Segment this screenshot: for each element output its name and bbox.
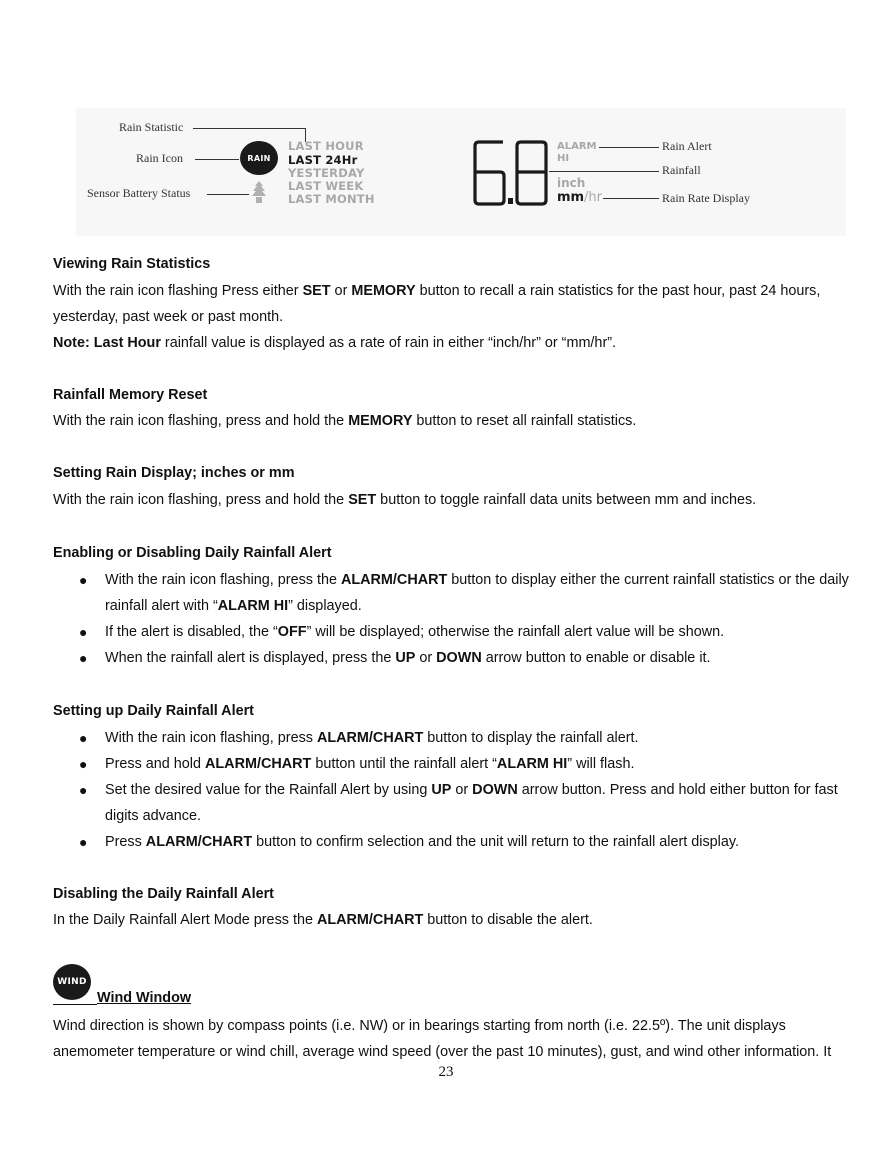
label-sensor-battery: Sensor Battery Status (87, 186, 191, 200)
heading-setting-rain-display: Setting Rain Display; inches or mm (53, 465, 295, 481)
paragraph-memory-reset: With the rain icon flashing, press and hold the MEMORY button to reset all rainfall statistics. (53, 413, 637, 429)
bullet-icon: ● (79, 834, 88, 850)
lcd-hi-label: HI (557, 153, 570, 164)
period-last-hour: LAST HOUR (288, 139, 364, 153)
label-rain-icon: Rain Icon (136, 151, 183, 165)
period-last-24hr: LAST 24Hr (288, 153, 358, 167)
paragraph-rain-display-units: With the rain icon flashing, press and hold the SET button to toggle rainfall data units between mm and inches. (53, 492, 757, 508)
sensor-battery-icon (250, 180, 268, 204)
leader-rain-alert (599, 147, 659, 148)
label-rain-rate-display: Rain Rate Display (662, 191, 750, 205)
leader-rain-statistic (193, 128, 305, 129)
leader-rainfall (549, 171, 659, 172)
manual-page: Rain Statistic Rain Icon Sensor Battery Status RAIN LAST HOUR LAST 24Hr YESTERDAY LAST WEEK LAST MONTH ALARM HI inch mm /hr Rain Alert Rainfall Rain Rate Display Viewing Rain Statistics With the rain icon flashing Press either SET or MEMORY button to recall a rain statistics for the past hour, past 24 hours, yesterday, past week or past month. Note: Last Hour rainfall value is displayed as a rate of rain in either “inch/hr” or “mm/hr”. Rainfall Memory Reset With the rain icon flashing, press and hold the MEMORY button to reset all rainfall statistics. Setting Rain Display; inches or mm With the rain icon flashing, press and hold the SET button to toggle rainfall data units between mm and inches. Enabling or Disabling Daily Rainfall Alert ● With the rain icon flashing, press the ALARM/CHART button to display either the current rainfall statistics or the daily rainfall alert with “ALARM HI” displayed. ● If the alert is disabled, the “OFF” will be displayed; otherwise the rainfall alert value will be shown. ● When the rainfall alert is displayed, press the UP or DOWN arrow button to enable or disable it. Setting up Daily Rainfall Alert ● With the rain icon flashing, press ALARM/CHART button to display the rainfall alert. ● Press and hold ALARM/CHART button until the rainfall alert “ALARM HI” will flash. ● Set the desired value for the Rainfall Alert by using UP or DOWN arrow button. Press and hold either button for fast digits advance. ● Press ALARM/CHART button to confirm selection and the unit will return to the rainfall alert display. Disabling the Daily Rainfall Alert In the Daily Rainfall Alert Mode press the ALARM/CHART button to disable the alert. WIND Wind Window Wind direction is shown by compass points (i.e. NW) or in bearings starting from north (i.e. 22.5º). The unit displays anemometer temperature or wind chill, average wind speed (over the past 10 minutes), gust, and wind other information. It 23 (0, 0, 892, 1155)
paragraph-viewing-line2: yesterday, past week or past month. (53, 309, 284, 325)
bullet-icon: ● (79, 730, 88, 746)
lcd-unit-mm: mm (557, 190, 585, 205)
label-rain-alert: Rain Alert (662, 139, 712, 153)
period-last-month: LAST MONTH (288, 192, 375, 206)
heading-wind-window: Wind Window (97, 990, 192, 1006)
label-rain-statistic: Rain Statistic (119, 120, 184, 134)
note-last-hour: Note: Last Hour rainfall value is displayed as a rate of rain in either “inch/hr” or “mm/hr”. (53, 335, 617, 351)
heading-viewing-rain-statistics: Viewing Rain Statistics (53, 256, 211, 272)
heading-enabling-disabling-alert: Enabling or Disabling Daily Rainfall Alert (53, 545, 332, 561)
lcd-rainfall-digits (470, 137, 550, 209)
leader-sensor-battery (207, 194, 249, 195)
paragraph-wind-line2: anemometer temperature or wind chill, average wind speed (over the past 10 minutes), gust, and wind other information. It (53, 1044, 832, 1060)
lcd-unit-inch: inch (557, 176, 586, 190)
page-number: 23 (438, 1064, 454, 1080)
leader-rain-rate (603, 198, 659, 199)
label-rainfall: Rainfall (662, 163, 701, 177)
paragraph-disabling-alert: In the Daily Rainfall Alert Mode press the ALARM/CHART button to disable the alert. (53, 912, 593, 928)
bullet-icon: ● (79, 782, 88, 798)
lcd-alarm-label: ALARM (557, 141, 597, 152)
lcd-unit-per-hour: /hr (584, 190, 602, 205)
bullet-icon: ● (79, 650, 88, 666)
paragraph-wind-line1: Wind direction is shown by compass points (i.e. NW) or in bearings starting from north (i.e. 22.5º). The unit displays (53, 1018, 786, 1034)
bullet-icon: ● (79, 572, 88, 588)
paragraph-viewing-line1: With the rain icon flashing Press either SET or MEMORY button to recall a rain statistics for the past hour, past 24 hours, (53, 283, 821, 299)
heading-setting-up-alert: Setting up Daily Rainfall Alert (53, 703, 254, 719)
heading-rainfall-memory-reset: Rainfall Memory Reset (53, 387, 208, 403)
rain-display-figure (76, 108, 846, 236)
period-last-week: LAST WEEK (288, 179, 364, 193)
heading-disabling-alert: Disabling the Daily Rainfall Alert (53, 886, 274, 902)
bullet-icon: ● (79, 756, 88, 772)
wind-heading-underline (53, 1004, 97, 1005)
list-item: ● With the rain icon flashing, press the ALARM/CHART button to display either the current rainfall statistics or the daily rainfall alert with “ALARM HI” displayed. (53, 567, 853, 619)
bullet-icon: ● (79, 624, 88, 640)
rain-icon: RAIN (240, 141, 278, 175)
wind-icon: WIND (53, 964, 91, 1000)
list-item: ● Set the desired value for the Rainfall Alert by using UP or DOWN arrow button. Press and hold either button for fast digits advance. (53, 777, 853, 829)
period-yesterday: YESTERDAY (288, 166, 365, 180)
leader-rain-icon (195, 159, 239, 160)
